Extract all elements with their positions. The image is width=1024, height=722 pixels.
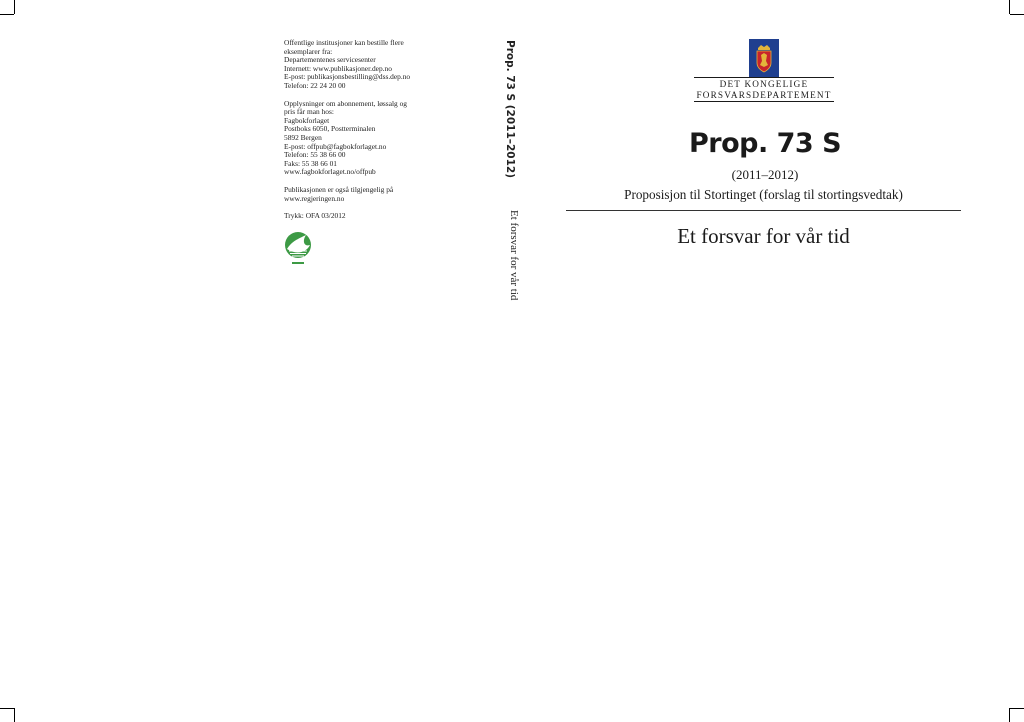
back-cover-info [284,39,474,230]
info-line: Departementenes servicesenter [284,55,376,65]
info-line: Offentlige institusjoner kan bestille flere [284,38,404,47]
prop-number: Prop. 73 S [688,128,842,159]
info-line: Telefon: 55 38 66 00 [284,150,346,160]
info-line: Fagbokforlaget [284,115,330,125]
norwegian-coat-of-arms-icon [749,39,779,77]
department-line-1: DET KONGELIGE [694,77,834,90]
info-line: Internett: www.publikasjoner.dep.no [284,63,392,73]
title-divider [566,210,961,211]
crop-mark [14,0,15,14]
spine-title: Et forsvar for vår tid [508,210,520,301]
info-line: Opplysninger om abonnement, løssalg og [284,98,407,108]
swan-ecolabel-icon [284,231,312,269]
print-info [284,212,474,221]
session-years: (2011–2012) [731,167,799,182]
document-title: Et forsvar for vår tid [677,224,850,248]
spine-prop-text: Prop. 73 S (2011–2012) [504,40,516,179]
info-line: E-post: publikasjonsbestilling@dss.dep.no [284,72,411,82]
info-line: Telefon: 22 24 20 00 [284,80,346,90]
crop-mark [1010,708,1024,709]
ordering-info [284,39,474,91]
info-line: E-post: offpub@fagbokforlaget.no [284,141,387,151]
crop-mark [1010,14,1024,15]
info-line: Faks: 55 38 66 01 [284,158,337,168]
crop-mark [0,708,14,709]
spine-prop-number [502,40,520,178]
crop-mark [1009,0,1010,14]
info-line: 5892 Bergen [284,132,322,142]
info-line: Postboks 6050, Postterminalen [284,124,376,134]
print-line: Trykk: OFA 03/2012 [284,211,346,221]
info-line: www.regjeringen.no [284,193,345,203]
info-line: www.fagbokforlaget.no/offpub [284,167,376,177]
department-name [694,77,834,102]
crop-mark [1009,708,1010,722]
info-line: eksemplarer fra: [284,46,333,56]
info-line: pris får man hos: [284,107,334,117]
info-line: Publikasjonen er også tilgjengelig på [284,184,394,194]
proposition-subtitle: Proposisjon til Stortinget (forslag til stortingsvedtak) [624,187,903,202]
availability-info [284,186,474,203]
crop-mark [14,708,15,722]
department-line-2: FORSVARSDEPARTEMENT [694,90,834,103]
subscription-info [284,100,474,177]
crop-mark [0,14,14,15]
